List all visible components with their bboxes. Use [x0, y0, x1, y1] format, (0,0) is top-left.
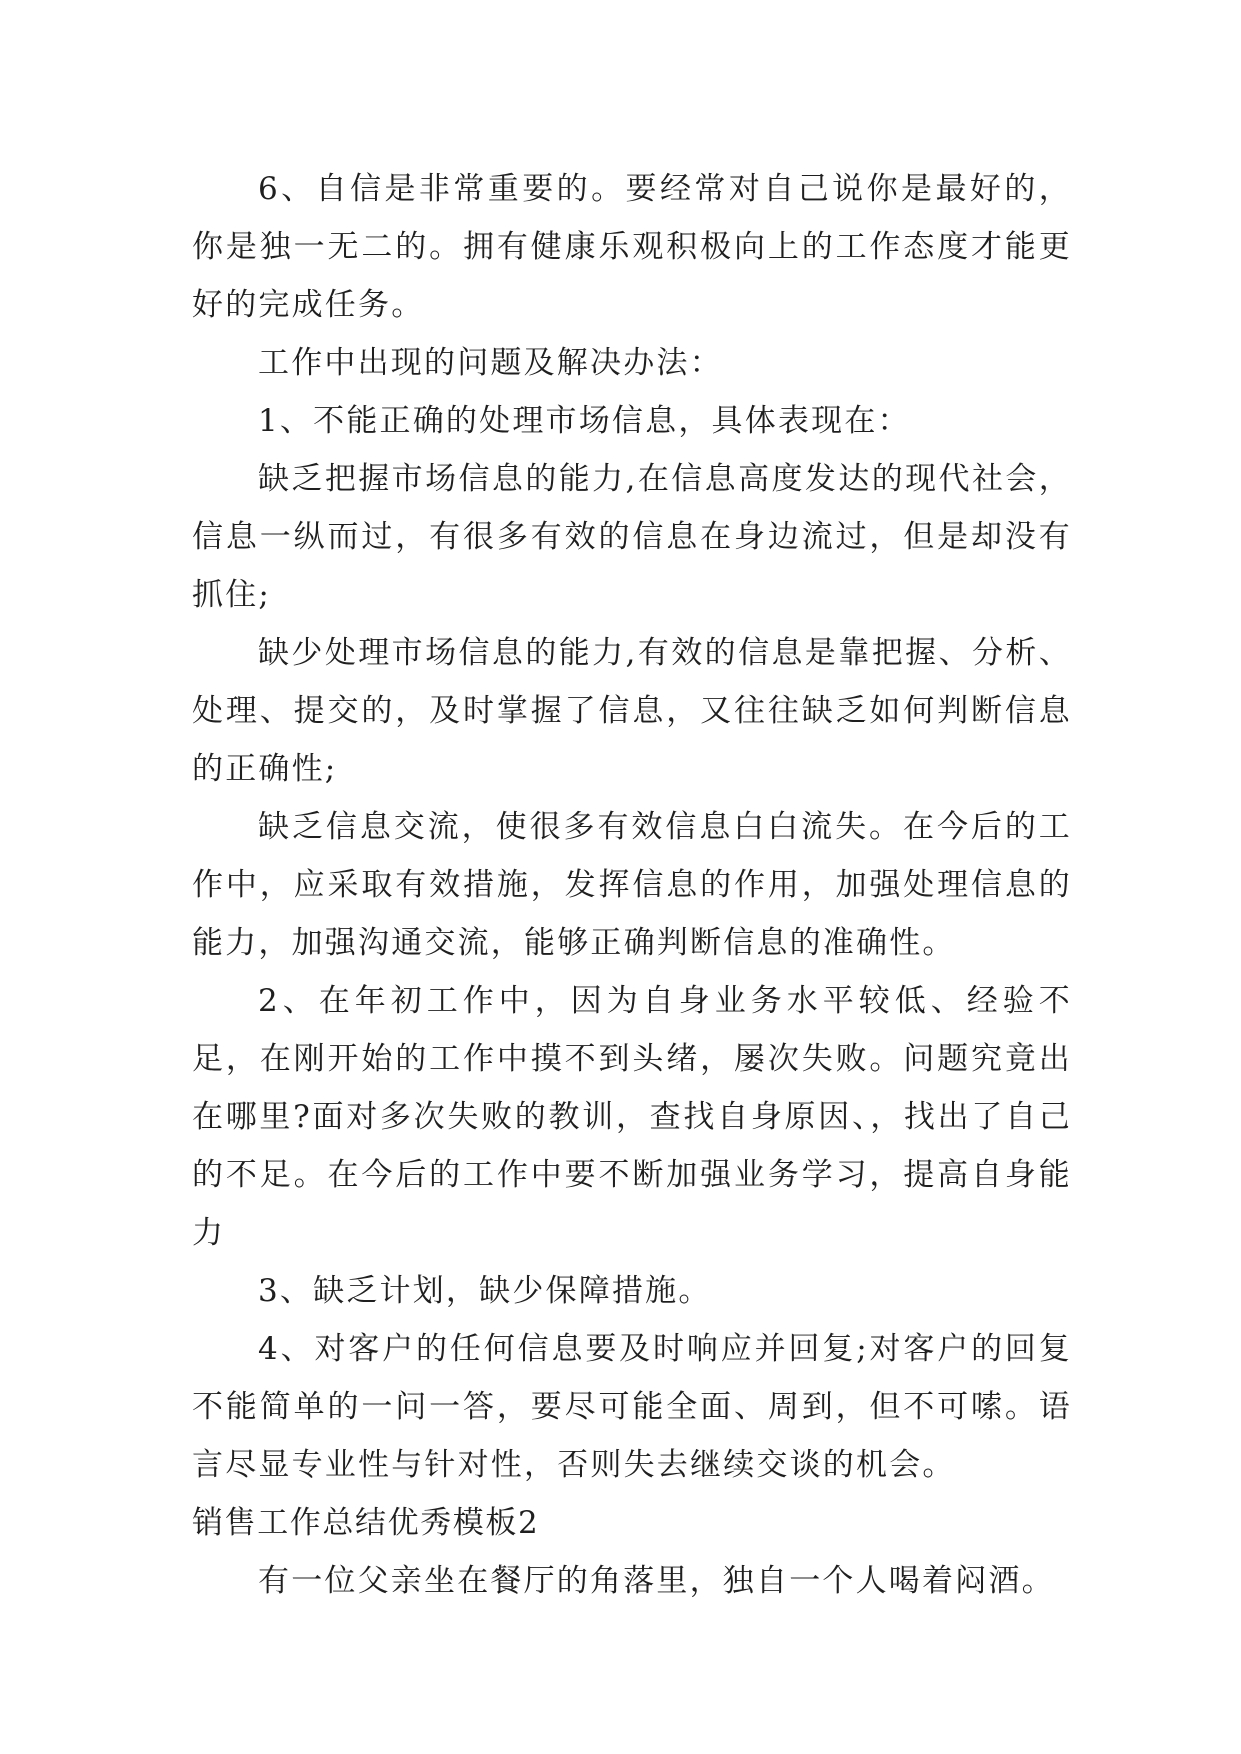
paragraph-story-start: 有一位父亲坐在餐厅的角落里，独自一个人喝着闷酒。 [258, 1563, 1055, 1599]
paragraph-problems-intro: 工作中出现的问题及解决办法： [258, 345, 723, 381]
paragraph-item-1: 1、不能正确的处理市场信息，具体表现在： [258, 403, 911, 439]
section-heading: 销售工作总结优秀模板2 [192, 1505, 540, 1541]
paragraph-confidence: 6、自信是非常重要的。要经常对自己说你是最好的，你是独一无二的。拥有健康乐观积极向上的工作态度才能更好的完成任务。 [192, 171, 1072, 323]
paragraph-item-3: 3、缺乏计划，缺少保障措施。 [258, 1273, 712, 1309]
paragraph-process-info: 缺少处理市场信息的能力,有效的信息是靠把握、分析、处理、提交的，及时掌握了信息，又往往缺乏如何判断信息的正确性; [192, 635, 1072, 787]
document-body [192, 160, 1072, 1610]
paragraph-item-2: 2、在年初工作中，因为自身业务水平较低、经验不足，在刚开始的工作中摸不到头绪，屡次失败。问题究竟出在哪里?面对多次失败的教训，查找自身原因、，找出了自己的不足。在今后的工作中要不断加强业务学习，提高自身能力 [192, 983, 1072, 1251]
paragraph-info-exchange: 缺乏信息交流，使很多有效信息白白流失。在今后的工作中，应采取有效措施，发挥信息的作用，加强处理信息的能力，加强沟通交流，能够正确判断信息的准确性。 [192, 809, 1072, 961]
paragraph-grasp-info: 缺乏把握市场信息的能力,在信息高度发达的现代社会，信息一纵而过，有很多有效的信息在身边流过，但是却没有抓住; [192, 461, 1072, 613]
paragraph-item-4: 4、对客户的任何信息要及时响应并回复;对客户的回复不能简单的一问一答，要尽可能全面、周到，但不可嗦。语言尽显专业性与针对性，否则失去继续交谈的机会。 [192, 1331, 1072, 1483]
